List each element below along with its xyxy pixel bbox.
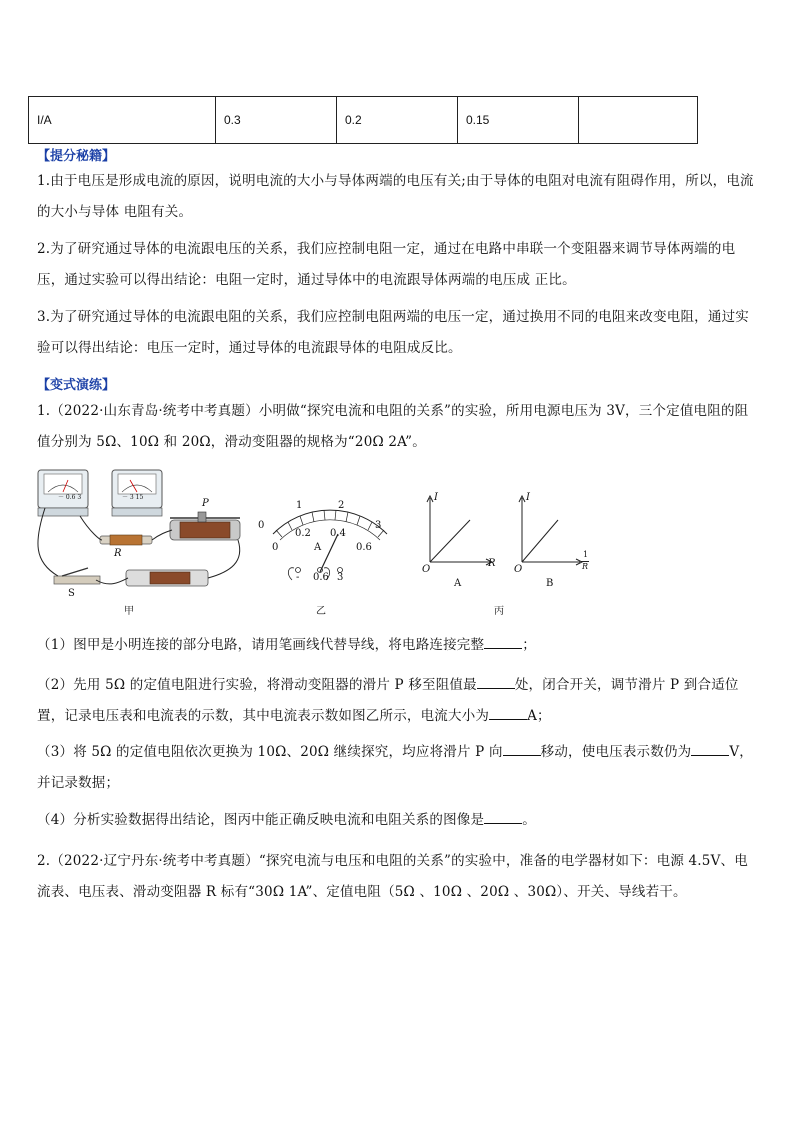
question-1-part-3: [37, 737, 759, 799]
q1-4-end: 。: [522, 812, 536, 828]
graph-a-x-label: R: [488, 558, 496, 569]
dial-outer-tick: 3: [375, 520, 382, 531]
question-1-part-4: [37, 805, 759, 836]
graph-a-name: A: [454, 578, 462, 589]
graph-b: [519, 496, 582, 565]
q1-3-end: V，并记录数据；: [37, 744, 754, 791]
q1-4-text: （4）分析实验数据得出结论，图丙中能正确反映电流和电阻关系的图像是: [37, 812, 485, 828]
graph-a: [427, 496, 492, 565]
graph-a-origin: O: [422, 564, 431, 575]
dial-outer-tick: 2: [338, 500, 345, 511]
q1-2-text-b: 处，闭合开关，调节滑片 P 到合适位置，记录电压表和电流表的示数，其中电流表示数如图乙所示，电流大小为: [37, 677, 739, 724]
graph-a-y-label: I: [434, 492, 438, 503]
table-row-label: I/A: [29, 97, 216, 144]
answer-blank[interactable]: [691, 741, 729, 756]
caption-jia: 甲: [124, 606, 134, 617]
dial-inner-tick: 0.4: [330, 528, 346, 539]
dial-inner-tick: 0.2: [295, 528, 311, 539]
dial-terminal: -: [296, 572, 300, 583]
tips-heading: 【提分秘籍】: [37, 149, 116, 164]
dial-inner-tick: 0: [272, 542, 279, 553]
tips-paragraph-2: 2.为了研究通过导体的电流跟电压的关系，我们应控制电阻一定，通过在电路中串联一个变阻器来调节导体两端的电压，通过实验可以得出结论：电阻一定时，通过导体中的电流跟导体两端的电压成 正比。: [37, 241, 736, 288]
tips-paragraph-1: 1.由于电压是形成电流的原因，说明电流的大小与导体两端的电压有关;由于导体的电阻对电流有阻碍作用，所以，电流的大小与导体 电阻有关。: [37, 173, 754, 220]
dial-terminal: 0.6: [313, 572, 329, 583]
q1-1-end: ；: [522, 637, 536, 653]
dial-inner-tick: 0.6: [356, 542, 372, 553]
graph-b-x-num: 1: [583, 550, 589, 559]
q1-1-text: （1）图甲是小明连接的部分电路，请用笔画线代替导线，将电路连接完整: [37, 637, 485, 653]
graph-b-origin: O: [514, 564, 523, 575]
answer-blank[interactable]: [477, 674, 515, 689]
question-2-intro: 2.（2022·辽宁丹东·统考中考真题）“探究电流与电压和电阻的关系”的实验中，准备的电学器材如下：电源 4.5V、电流表、电压表、滑动变阻器 R 标有“30Ω 1A”、定值电阻（5Ω 、10Ω 、20Ω 、30Ω）、开关、导线若干。: [37, 853, 748, 900]
answer-blank[interactable]: [484, 809, 522, 824]
dial-outer-tick: 0: [258, 520, 265, 531]
caption-yi: 乙: [316, 606, 326, 617]
data-table: [28, 96, 698, 144]
answer-blank[interactable]: [489, 705, 527, 720]
graph-b-name: B: [546, 578, 554, 589]
circuit-figure: [30, 462, 610, 620]
table-row: [29, 97, 698, 144]
table-cell: 0.2: [337, 97, 458, 144]
table-cell: [579, 97, 698, 144]
resistor-label-r: R: [114, 548, 122, 559]
dial-unit: A: [314, 542, 322, 553]
q1-2-text: （2）先用 5Ω 的定值电阻进行实验，将滑动变阻器的滑片 P 移至阻值最: [37, 677, 477, 693]
graph-b-y-label: I: [526, 492, 530, 503]
slider-label-p: P: [202, 498, 209, 509]
question-1-part-1: [37, 630, 759, 661]
question-1-part-2: [37, 670, 759, 732]
table-cell: 0.15: [458, 97, 579, 144]
answer-blank[interactable]: [484, 634, 522, 649]
circuit-diagram-jia: [38, 470, 240, 586]
answer-blank[interactable]: [503, 741, 541, 756]
q1-3-text-b: 移动，使电压表示数仍为: [540, 744, 692, 760]
table-cell: 0.3: [216, 97, 337, 144]
caption-bing: 丙: [494, 606, 504, 617]
q1-2-end: A；: [527, 708, 551, 724]
dial-outer-tick: 1: [296, 500, 303, 511]
figure-area: [30, 462, 610, 620]
practice-heading: 【变式演练】: [37, 378, 116, 393]
switch-label-s: S: [68, 588, 75, 599]
graph-b-x-den: R: [582, 562, 589, 571]
dial-terminal: 3: [337, 572, 344, 583]
q1-3-text: （3）将 5Ω 的定值电阻依次更换为 10Ω、20Ω 继续探究，均应将滑片 P 向: [37, 744, 503, 760]
question-1-intro: 1.（2022·山东青岛·统考中考真题）小明做“探究电流和电阻的关系”的实验，所用电源电压为 3V，三个定值电阻的阻值分别为 5Ω、10Ω 和 20Ω，滑动变阻器的规格为“20Ω 2A”。: [37, 403, 749, 450]
voltmeter-terminals: － 3 15: [122, 494, 144, 501]
ammeter-terminals: － 0.6 3: [58, 494, 82, 501]
tips-paragraph-3: 3.为了研究通过导体的电流跟电阻的关系，我们应控制电阻两端的电压一定，通过换用不同的电阻来改变电阻，通过实验可以得出结论：电压一定时，通过导体的电流跟导体的电阻成反比。: [37, 309, 749, 356]
